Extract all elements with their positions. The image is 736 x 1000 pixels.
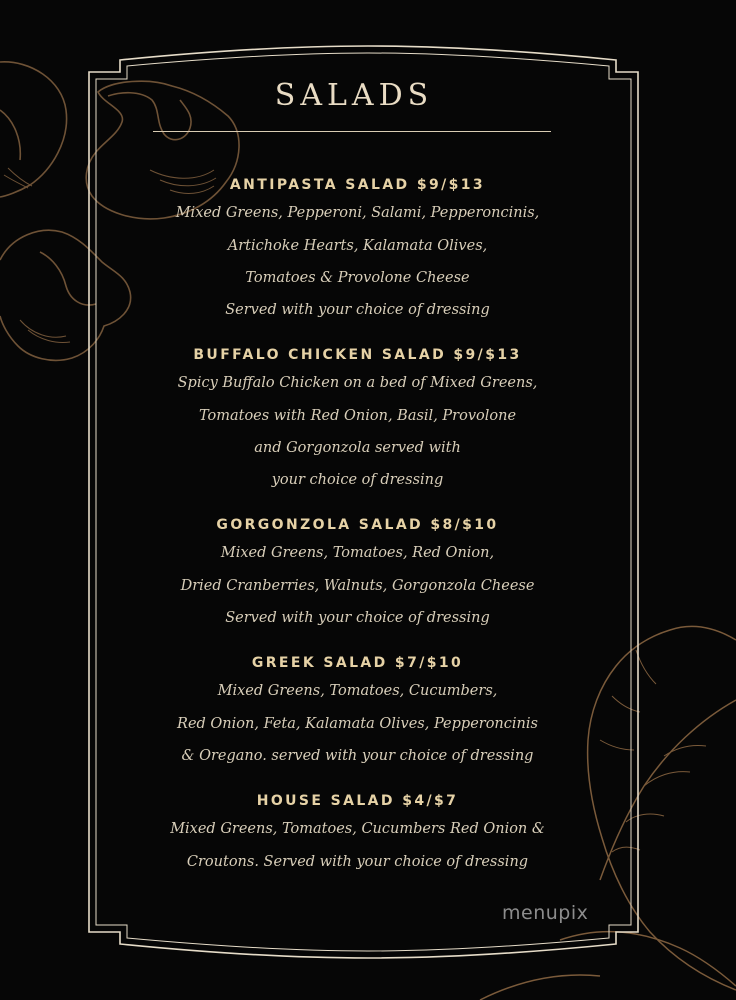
menu-item-description: Spicy Buffalo Chicken on a bed of Mixed Greens, <box>177 375 538 391</box>
page-title: SALADS <box>274 78 434 113</box>
menu-item-description: Mixed Greens, Tomatoes, Red Onion, <box>220 545 495 561</box>
title-divider <box>153 131 551 132</box>
menu-item-title: BUFFALO CHICKEN SALAD $9/$13 <box>193 347 522 363</box>
menu-list <box>140 170 575 878</box>
menu-item <box>140 340 575 496</box>
menu-item-description: Tomatoes with Red Onion, Basil, Provolone <box>198 408 517 424</box>
menu-item-description: Dried Cranberries, Walnuts, Gorgonzola Cheese <box>180 578 535 594</box>
menu-item-description: Mixed Greens, Tomatoes, Cucumbers, <box>217 683 498 699</box>
menu-item-description: Tomatoes & Provolone Cheese <box>245 270 470 286</box>
watermark: menupix <box>502 902 589 924</box>
menu-item-title: GORGONZOLA SALAD $8/$10 <box>216 517 499 533</box>
menu-item <box>140 510 575 634</box>
menu-item-title: ANTIPASTA SALAD $9/$13 <box>229 177 486 193</box>
menu-item-description: your choice of dressing <box>271 472 444 488</box>
menu-item-description: Served with your choice of dressing <box>225 302 490 318</box>
menu-item-description: & Oregano. served with your choice of dressing <box>181 748 534 764</box>
menu-item-title: HOUSE SALAD $4/$7 <box>256 793 459 809</box>
menu-item-description: Served with your choice of dressing <box>225 610 490 626</box>
menu-item-title: GREEK SALAD $7/$10 <box>251 655 464 671</box>
menu-item-description: and Gorgonzola served with <box>254 440 461 456</box>
menu-item <box>140 786 575 878</box>
menu-item-description: Mixed Greens, Tomatoes, Cucumbers Red Onion & <box>170 821 545 837</box>
menu-item <box>140 170 575 326</box>
menu-item <box>140 648 575 772</box>
menu-item-description: Mixed Greens, Pepperoni, Salami, Pepperoncinis, <box>175 205 540 221</box>
menu-item-description: Red Onion, Feta, Kalamata Olives, Pepperoncinis <box>177 716 538 732</box>
menu-item-description: Artichoke Hearts, Kalamata Olives, <box>227 238 488 254</box>
menu-item-description: Croutons. Served with your choice of dressing <box>186 854 529 870</box>
